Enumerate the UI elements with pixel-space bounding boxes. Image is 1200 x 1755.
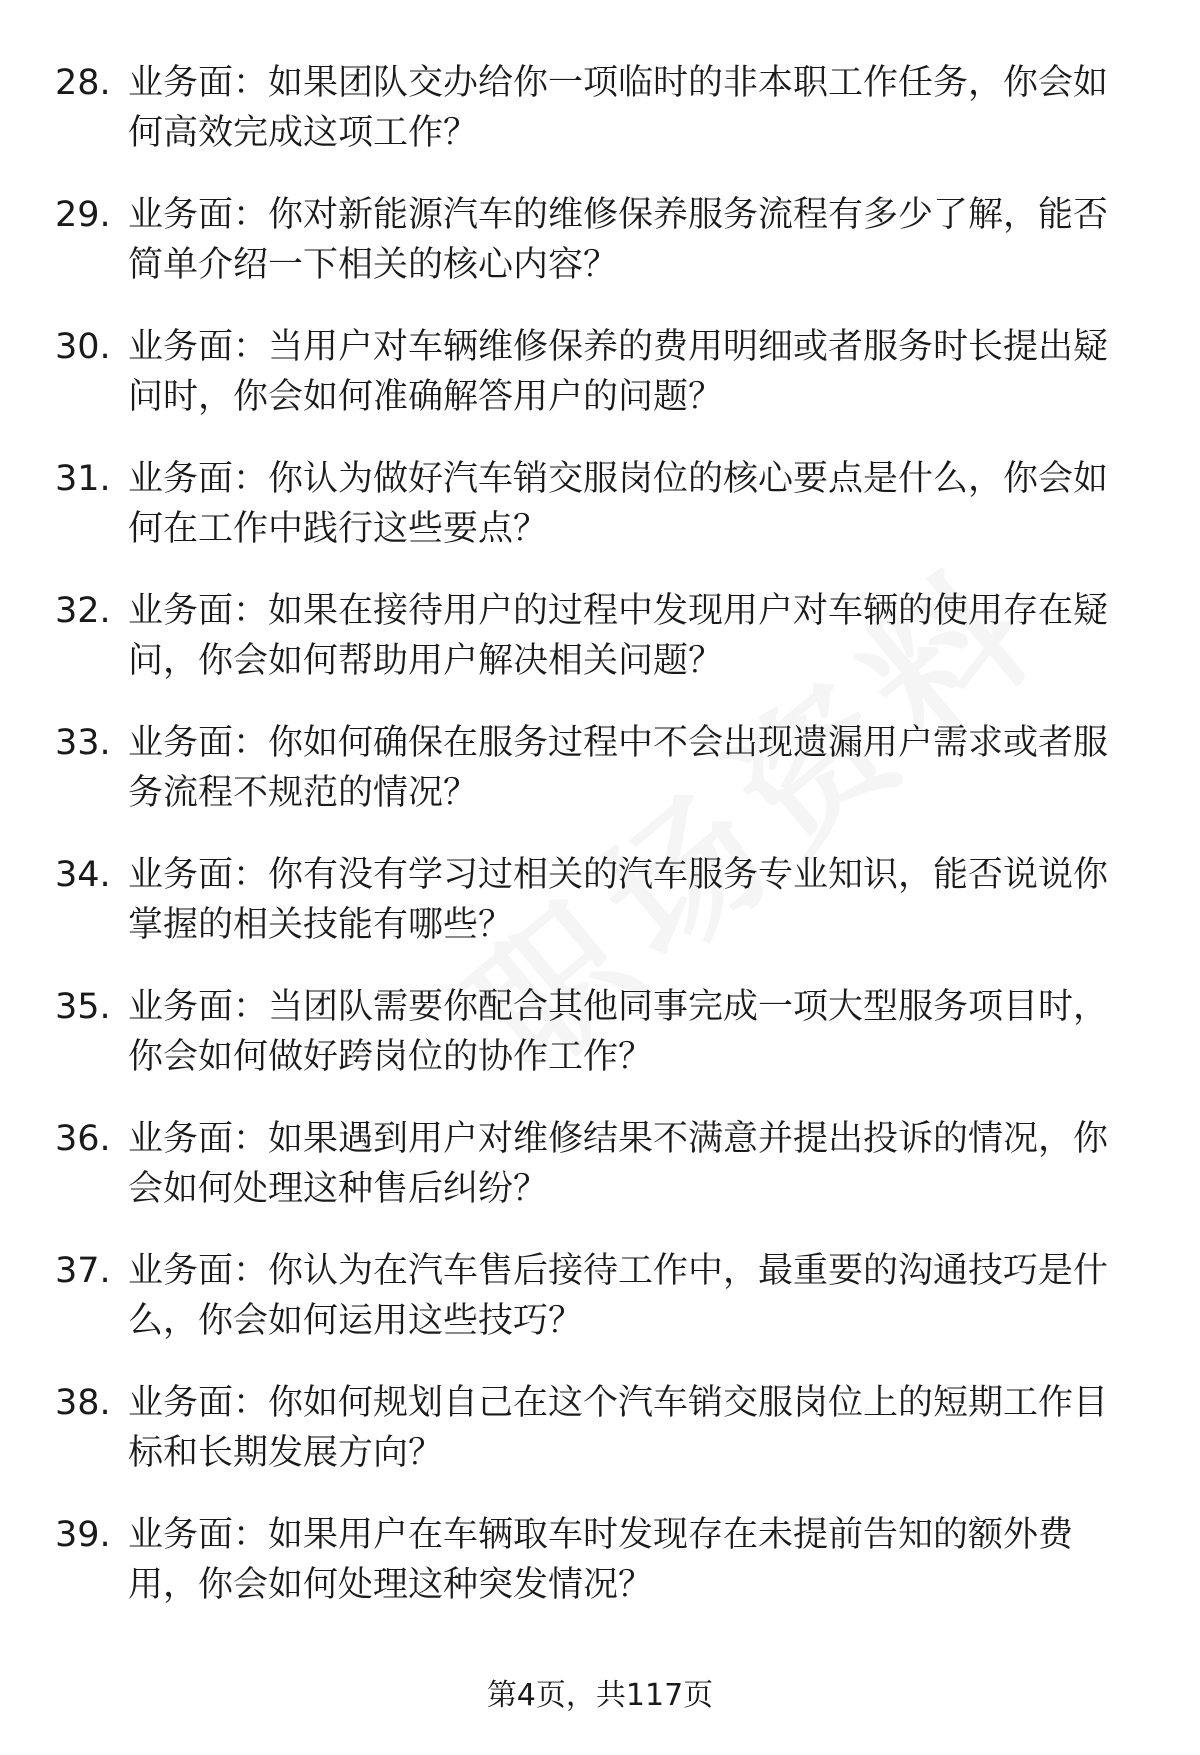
question-item bbox=[55, 1378, 1155, 1510]
question-number: 29. bbox=[55, 195, 111, 235]
question-item bbox=[55, 190, 1155, 322]
question-number: 39. bbox=[55, 1515, 111, 1555]
question-item bbox=[55, 1510, 1155, 1642]
question-item bbox=[55, 718, 1155, 850]
question-text: 业务面：你如何规划自己在这个汽车销交服岗位上的短期工作目标和长期发展方向？ bbox=[128, 1383, 1109, 1473]
question-text: 业务面：你有没有学习过相关的汽车服务专业知识，能否说说你掌握的相关技能有哪些？ bbox=[128, 855, 1109, 945]
question-text: 业务面：你认为做好汽车销交服岗位的核心要点是什么，你会如何在工作中践行这些要点？ bbox=[128, 459, 1109, 549]
question-number: 33. bbox=[55, 723, 111, 763]
question-text: 业务面：如果团队交办给你一项临时的非本职工作任务，你会如何高效完成这项工作？ bbox=[128, 63, 1109, 153]
question-text: 业务面：如果在接待用户的过程中发现用户对车辆的使用存在疑问，你会如何帮助用户解决相关问题？ bbox=[128, 591, 1109, 681]
page-number-footer: 第4页，共117页 bbox=[486, 1678, 714, 1713]
question-item bbox=[55, 982, 1155, 1114]
question-text: 业务面：你如何确保在服务过程中不会出现遗漏用户需求或者服务流程不规范的情况？ bbox=[128, 723, 1109, 813]
question-item bbox=[55, 454, 1155, 586]
question-text: 业务面：你对新能源汽车的维修保养服务流程有多少了解，能否简单介绍一下相关的核心内容？ bbox=[128, 195, 1109, 285]
question-list bbox=[55, 58, 1155, 1642]
question-text: 业务面：当用户对车辆维修保养的费用明细或者服务时长提出疑问时，你会如何准确解答用户的问题？ bbox=[128, 327, 1109, 417]
question-number: 38. bbox=[55, 1383, 111, 1423]
question-item bbox=[55, 322, 1155, 454]
question-number: 31. bbox=[55, 459, 111, 499]
question-number: 32. bbox=[55, 591, 111, 631]
question-item bbox=[55, 586, 1155, 718]
question-text: 业务面：当团队需要你配合其他同事完成一项大型服务项目时，你会如何做好跨岗位的协作工作？ bbox=[128, 987, 1109, 1077]
question-item bbox=[55, 1246, 1155, 1378]
question-number: 28. bbox=[55, 63, 111, 103]
question-number: 36. bbox=[55, 1119, 111, 1159]
question-number: 37. bbox=[55, 1251, 111, 1291]
question-number: 34. bbox=[55, 855, 111, 895]
question-number: 35. bbox=[55, 987, 111, 1027]
question-item bbox=[55, 850, 1155, 982]
question-text: 业务面：如果遇到用户对维修结果不满意并提出投诉的情况，你会如何处理这种售后纠纷？ bbox=[128, 1119, 1109, 1209]
question-number: 30. bbox=[55, 327, 111, 367]
question-text: 业务面：你认为在汽车售后接待工作中，最重要的沟通技巧是什么，你会如何运用这些技巧？ bbox=[128, 1251, 1109, 1341]
question-item bbox=[55, 58, 1155, 190]
question-item bbox=[55, 1114, 1155, 1246]
question-text: 业务面：如果用户在车辆取车时发现存在未提前告知的额外费用，你会如何处理这种突发情况？ bbox=[128, 1515, 1074, 1605]
